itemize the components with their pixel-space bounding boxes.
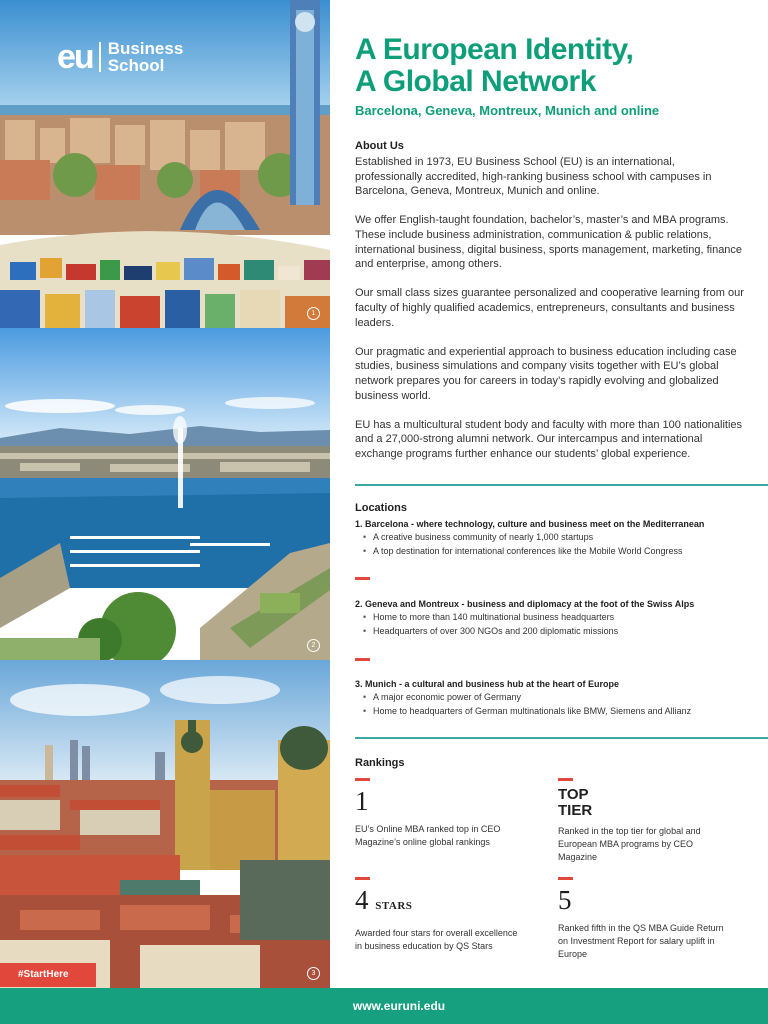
ranking-number: 4 xyxy=(355,884,369,915)
location-title: 2. Geneva and Montreux - business and diplomacy at the foot of the Swiss Alps xyxy=(355,599,695,609)
about-text xyxy=(355,155,745,476)
location-bullet: • Home to more than 140 multinational business headquarters xyxy=(355,611,755,625)
title-line-1: A European Identity, xyxy=(355,33,634,66)
ranking-online-mba xyxy=(355,778,530,849)
geneva-photo xyxy=(0,328,330,660)
starthere-tag: #StartHere xyxy=(0,963,96,987)
footer-bar xyxy=(0,988,768,1024)
page-title xyxy=(355,34,750,98)
red-dash xyxy=(355,577,370,580)
logo-line-1: Business xyxy=(107,39,184,58)
ranking-suffix: stars xyxy=(375,895,413,913)
barcelona-photo xyxy=(0,0,330,328)
red-dash xyxy=(355,778,370,781)
red-dash xyxy=(558,877,573,880)
ranking-description: Awarded four stars for overall excellence in business education by QS Stars xyxy=(355,927,518,951)
location-munich xyxy=(355,678,755,718)
red-dash xyxy=(355,877,370,880)
location-geneva-montreux xyxy=(355,598,755,638)
logo-line-2: School xyxy=(107,56,165,75)
about-paragraph: We offer English-taught foundation, bachelor’s, master’s and MBA programs. These include business administration, communication & public relations, international business, digital business, sports management, marketing, finance and enterprise, among others. xyxy=(355,214,743,271)
ranking-qs-stars xyxy=(355,877,530,953)
ranking-figure-line-1: TOP xyxy=(558,785,589,803)
about-paragraph: Established in 1973, EU Business School (EU) is an international, professionally accredited, high-ranking business school with campuses in Barcelona, Geneva, Montreux, Munich and online. xyxy=(355,156,712,198)
ranking-figure: 5 xyxy=(558,884,572,915)
ranking-figure xyxy=(558,787,733,819)
about-paragraph: EU has a multicultural student body and faculty with more than 100 nationalities and a 27,000-strong alumni network. Our intercampus and international exchange programs further enhance our students’ global experience. xyxy=(355,418,743,460)
red-dash xyxy=(558,778,573,781)
logo-divider xyxy=(99,42,101,72)
location-title: 3. Munich - a cultural and business hub at the heart of Europe xyxy=(355,679,620,689)
photo-number-1: 1 xyxy=(307,307,320,320)
logo-wordmark xyxy=(108,40,184,74)
photo-number-3: 3 xyxy=(307,967,320,980)
ranking-figure: 1 xyxy=(355,785,369,816)
ranking-description: Ranked in the top tier for global and European MBA programs by CEO Magazine xyxy=(558,825,701,862)
munich-photo xyxy=(0,660,330,988)
ranking-figure-line-2: TIER xyxy=(558,801,593,819)
locations-heading: Locations xyxy=(355,502,407,514)
rankings-heading: Rankings xyxy=(355,757,405,769)
ranking-figure xyxy=(355,886,530,919)
logo-mark: eu xyxy=(57,38,93,76)
campus-subtitle: Barcelona, Geneva, Montreux, Munich and online xyxy=(355,103,660,118)
location-bullet: • Home to headquarters of German multinationals like BMW, Siemens and Allianz xyxy=(355,705,755,719)
section-divider xyxy=(355,484,768,486)
photo-number-2: 2 xyxy=(307,639,320,652)
photo-column xyxy=(0,0,330,988)
section-divider xyxy=(355,737,768,739)
location-bullet: • A major economic power of Germany xyxy=(355,691,755,705)
location-bullet: • Headquarters of over 300 NGOs and 200 diplomatic missions xyxy=(355,625,755,639)
eu-business-school-logo xyxy=(57,40,183,74)
location-bullet: • A top destination for international conferences like the Mobile World Congress xyxy=(355,545,755,559)
title-line-2: A Global Network xyxy=(355,65,596,98)
ranking-description: Ranked fifth in the QS MBA Guide Return on Investment Report for salary uplift in Europe xyxy=(558,922,724,959)
location-barcelona xyxy=(355,518,755,558)
location-title: 1. Barcelona - where technology, culture and business meet on the Mediterranean xyxy=(355,519,705,529)
ranking-description: EU’s Online MBA ranked top in CEO Magazine’s online global rankings xyxy=(355,823,501,847)
ranking-qs-roi xyxy=(558,877,733,961)
location-bullet: • A creative business community of nearly 1,000 startups xyxy=(355,531,755,545)
about-paragraph: Our small class sizes guarantee personalized and cooperative learning from our faculty of highly qualified academics, entrepreneurs, consultants and business leaders. xyxy=(355,287,744,329)
about-paragraph: Our pragmatic and experiential approach to business education including case studies, business simulations and company visits together with EU’s global network prepares you for careers in today’s rapidly evolving and globalized business world. xyxy=(355,345,737,402)
about-heading: About Us xyxy=(355,140,404,152)
ranking-top-tier xyxy=(558,778,733,864)
red-dash xyxy=(355,658,370,661)
website-link[interactable]: www.euruni.edu xyxy=(352,999,446,1013)
